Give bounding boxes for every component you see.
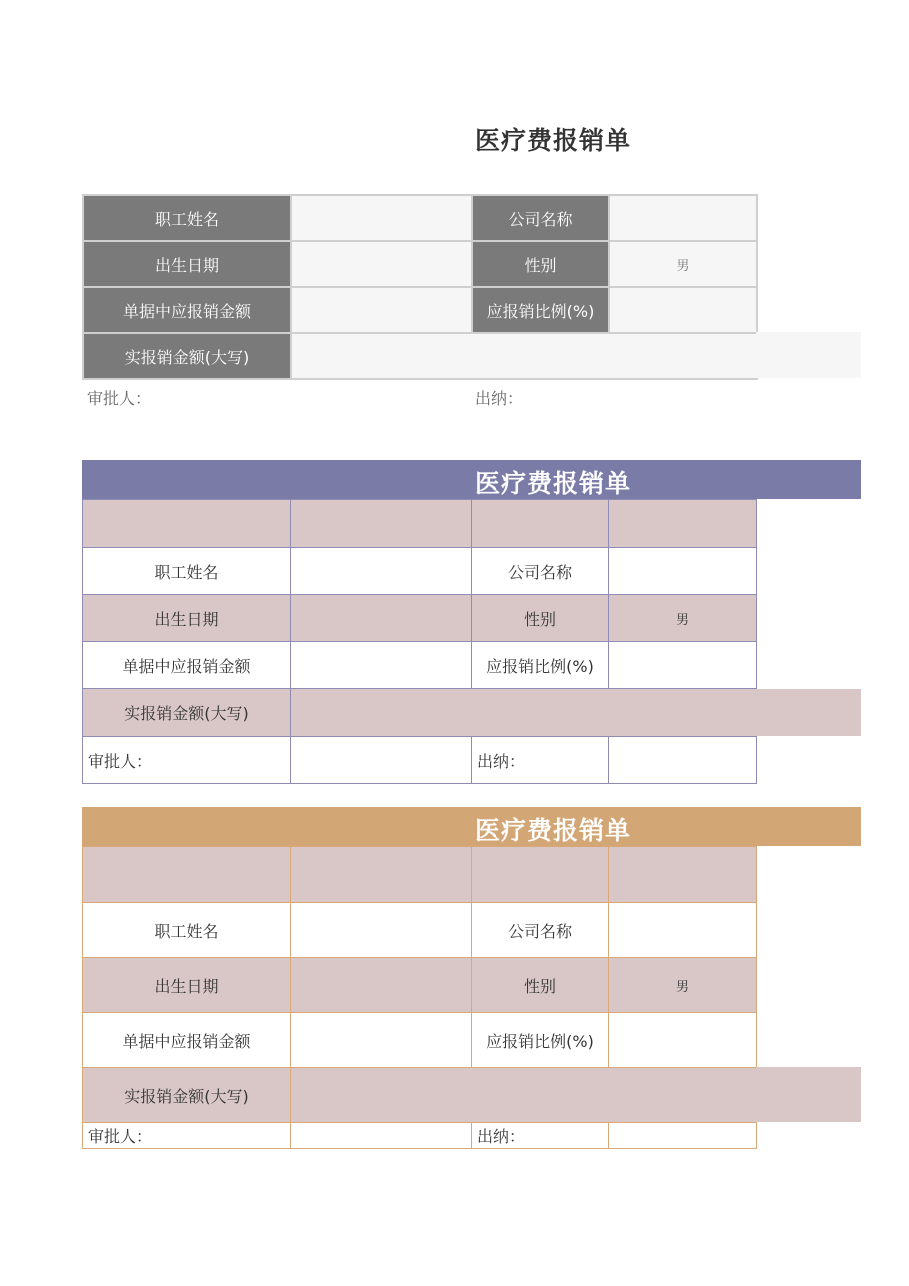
- ratio-field[interactable]: [609, 1013, 757, 1068]
- employee-name-label: 职工姓名: [83, 195, 291, 241]
- ratio-field[interactable]: [609, 642, 757, 689]
- actual-amount-field[interactable]: [291, 689, 757, 737]
- birth-date-field[interactable]: [291, 241, 472, 287]
- gender-field[interactable]: 男: [609, 595, 757, 642]
- cashier-label: 出纳：: [472, 1123, 609, 1149]
- employee-name-label: 职工姓名: [83, 903, 291, 958]
- claim-amount-field[interactable]: [291, 287, 472, 333]
- company-name-label: 公司名称: [472, 548, 609, 595]
- birth-date-field[interactable]: [291, 958, 472, 1013]
- employee-name-field[interactable]: [291, 903, 472, 958]
- blank-cell: [291, 847, 472, 903]
- form3-title-bar: [82, 807, 861, 846]
- gender-label: 性别: [472, 958, 609, 1013]
- claim-amount-field[interactable]: [291, 1013, 472, 1068]
- ratio-label: 应报销比例(%): [472, 1013, 609, 1068]
- birth-date-label: 出生日期: [83, 958, 291, 1013]
- form1-table: [82, 194, 758, 380]
- form2-title-bar: [82, 460, 861, 499]
- employee-name-field[interactable]: [291, 548, 472, 595]
- ratio-field[interactable]: [609, 287, 757, 333]
- gender-label: 性别: [472, 241, 609, 287]
- form3-title: 医疗费报销单: [475, 816, 632, 845]
- blank-cell: [83, 847, 291, 903]
- actual-amount-field-overflow: [756, 689, 861, 736]
- company-name-field[interactable]: [609, 903, 757, 958]
- gender-field[interactable]: 男: [609, 958, 757, 1013]
- birth-date-label: 出生日期: [83, 241, 291, 287]
- employee-name-label: 职工姓名: [83, 548, 291, 595]
- actual-amount-field[interactable]: [291, 1068, 757, 1123]
- actual-amount-label: 实报销金额(大写): [83, 1068, 291, 1123]
- form3-table: [82, 846, 757, 1149]
- approver-label: 审批人：: [83, 1123, 291, 1149]
- cashier-field[interactable]: [609, 1123, 757, 1149]
- approver-field[interactable]: [291, 737, 472, 784]
- blank-cell: [609, 500, 757, 548]
- actual-amount-label: 实报销金额(大写): [83, 689, 291, 737]
- blank-cell: [472, 500, 609, 548]
- cashier-field[interactable]: [609, 737, 757, 784]
- cashier-label: 出纳：: [475, 389, 524, 408]
- birth-date-label: 出生日期: [83, 595, 291, 642]
- birth-date-field[interactable]: [291, 595, 472, 642]
- approver-label: 审批人：: [87, 389, 152, 408]
- actual-amount-field[interactable]: [291, 333, 757, 379]
- blank-cell: [472, 847, 609, 903]
- claim-amount-field[interactable]: [291, 642, 472, 689]
- company-name-field[interactable]: [609, 195, 757, 241]
- claim-amount-label: 单据中应报销金额: [83, 1013, 291, 1068]
- claim-amount-label: 单据中应报销金额: [83, 642, 291, 689]
- form2-title: 医疗费报销单: [475, 469, 632, 498]
- gender-field[interactable]: 男: [609, 241, 757, 287]
- blank-cell: [609, 847, 757, 903]
- blank-cell: [291, 500, 472, 548]
- ratio-label: 应报销比例(%): [472, 287, 609, 333]
- form2-table: [82, 499, 757, 784]
- actual-amount-field-overflow: [756, 332, 861, 378]
- employee-name-field[interactable]: [291, 195, 472, 241]
- gender-label: 性别: [472, 595, 609, 642]
- company-name-field[interactable]: [609, 548, 757, 595]
- company-name-label: 公司名称: [472, 195, 609, 241]
- approver-label: 审批人：: [83, 737, 291, 784]
- ratio-label: 应报销比例(%): [472, 642, 609, 689]
- claim-amount-label: 单据中应报销金额: [83, 287, 291, 333]
- form1-title: 医疗费报销单: [475, 126, 632, 155]
- approver-field[interactable]: [291, 1123, 472, 1149]
- actual-amount-field-overflow: [756, 1067, 861, 1122]
- company-name-label: 公司名称: [472, 903, 609, 958]
- cashier-label: 出纳：: [472, 737, 609, 784]
- actual-amount-label: 实报销金额(大写): [83, 333, 291, 379]
- blank-cell: [83, 500, 291, 548]
